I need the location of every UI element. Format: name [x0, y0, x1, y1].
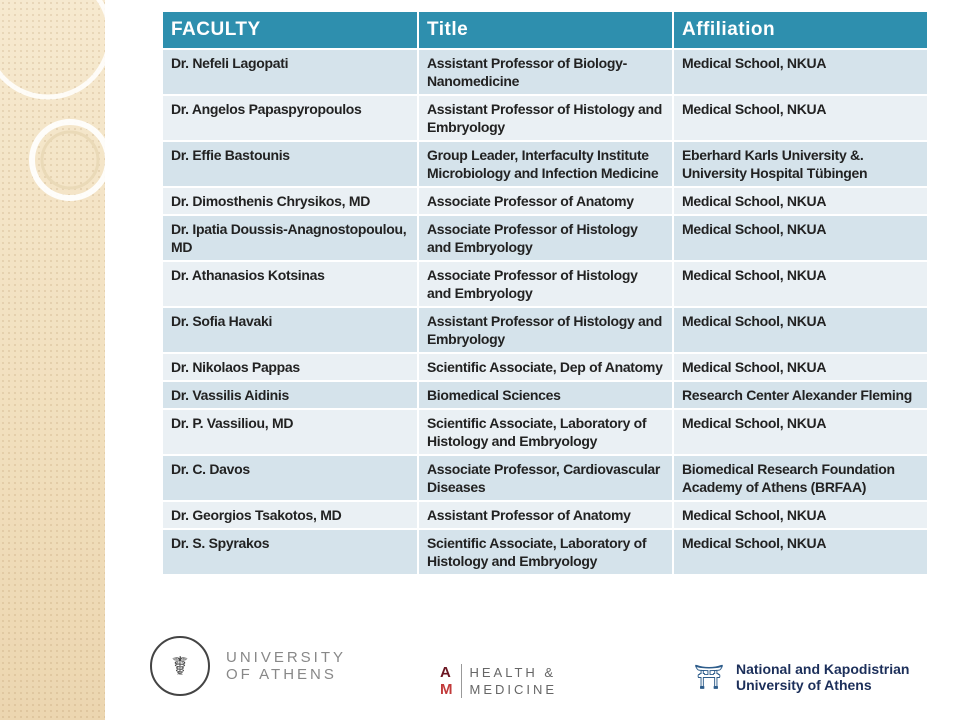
faculty-name-cell: Dr. Georgios Tsakotos, MD	[163, 501, 418, 529]
faculty-affiliation-cell: Medical School, NKUA	[673, 49, 927, 95]
faculty-name-cell: Dr. C. Davos	[163, 455, 418, 501]
table-row	[163, 95, 927, 141]
ahm-line1: HEALTH &	[469, 665, 557, 680]
health-medicine-logo	[440, 664, 557, 698]
table-row	[163, 49, 927, 95]
faculty-title-cell: Scientific Associate, Laboratory of Histology and Embryology	[418, 409, 673, 455]
faculty-affiliation-cell: Medical School, NKUA	[673, 353, 927, 381]
faculty-name-cell: Dr. Athanasios Kotsinas	[163, 261, 418, 307]
faculty-title-cell: Associate Professor of Histology and Embryology	[418, 215, 673, 261]
faculty-name-cell: Dr. Nefeli Lagopati	[163, 49, 418, 95]
faculty-title-cell: Assistant Professor of Biology-Nanomedicine	[418, 49, 673, 95]
faculty-title-cell: Assistant Professor of Anatomy	[418, 501, 673, 529]
header-affiliation: Affiliation	[673, 12, 927, 49]
faculty-name-cell: Dr. Sofia Havaki	[163, 307, 418, 353]
ahm-letter-a: A	[440, 664, 451, 681]
nkua-line2: University of Athens	[736, 677, 872, 693]
faculty-affiliation-cell: Medical School, NKUA	[673, 187, 927, 215]
faculty-title-cell: Associate Professor, Cardiovascular Diseases	[418, 455, 673, 501]
faculty-name-cell: Dr. Ipatia Doussis-Anagnostopoulou, MD	[163, 215, 418, 261]
faculty-title-cell: Group Leader, Interfaculty Institute Microbiology and Infection Medicine	[418, 141, 673, 187]
table-row	[163, 353, 927, 381]
header-title: Title	[418, 12, 673, 49]
ahm-line2: MEDICINE	[469, 682, 558, 697]
faculty-affiliation-cell: Research Center Alexander Fleming	[673, 381, 927, 409]
table-row	[163, 381, 927, 409]
nkua-emblem-icon: ⛩	[693, 663, 725, 691]
table-row	[163, 501, 927, 529]
table-row	[163, 187, 927, 215]
uoa-line2: OF ATHENS	[226, 666, 337, 683]
ahm-letter-m: M	[440, 681, 453, 698]
table-row	[163, 261, 927, 307]
faculty-name-cell: Dr. Effie Bastounis	[163, 141, 418, 187]
faculty-affiliation-cell: Medical School, NKUA	[673, 95, 927, 141]
faculty-table	[163, 12, 927, 574]
faculty-title-cell: Biomedical Sciences	[418, 381, 673, 409]
decorative-circles	[0, 0, 140, 260]
faculty-title-cell: Assistant Professor of Histology and Embryology	[418, 307, 673, 353]
nkua-line1: National and Kapodistrian	[736, 661, 910, 677]
faculty-name-cell: Dr. S. Spyrakos	[163, 529, 418, 574]
faculty-affiliation-cell: Medical School, NKUA	[673, 501, 927, 529]
faculty-name-cell: Dr. P. Vassiliou, MD	[163, 409, 418, 455]
faculty-title-cell: Associate Professor of Anatomy	[418, 187, 673, 215]
faculty-name-cell: Dr. Vassilis Aidinis	[163, 381, 418, 409]
table-row	[163, 409, 927, 455]
faculty-name-cell: Dr. Angelos Papaspyropoulos	[163, 95, 418, 141]
uoa-line1: UNIVERSITY	[226, 649, 347, 666]
faculty-affiliation-cell: Medical School, NKUA	[673, 409, 927, 455]
faculty-title-cell: Scientific Associate, Dep of Anatomy	[418, 353, 673, 381]
university-seal-icon: ☤	[150, 636, 210, 696]
nkua-logo	[692, 660, 909, 694]
table-header-row	[163, 12, 927, 49]
faculty-title-cell: Scientific Associate, Laboratory of Histology and Embryology	[418, 529, 673, 574]
faculty-title-cell: Assistant Professor of Histology and Embryology	[418, 95, 673, 141]
faculty-name-cell: Dr. Dimosthenis Chrysikos, MD	[163, 187, 418, 215]
faculty-affiliation-cell: Biomedical Research Foundation Academy of Athens (BRFAA)	[673, 455, 927, 501]
faculty-affiliation-cell: Eberhard Karls University &. University Hospital Tübingen	[673, 141, 927, 187]
university-of-athens-logo	[150, 636, 346, 696]
faculty-title-cell: Associate Professor of Histology and Embryology	[418, 261, 673, 307]
faculty-affiliation-cell: Medical School, NKUA	[673, 307, 927, 353]
faculty-affiliation-cell: Medical School, NKUA	[673, 261, 927, 307]
table-row	[163, 529, 927, 574]
table-row	[163, 307, 927, 353]
faculty-name-cell: Dr. Nikolaos Pappas	[163, 353, 418, 381]
faculty-affiliation-cell: Medical School, NKUA	[673, 215, 927, 261]
faculty-affiliation-cell: Medical School, NKUA	[673, 529, 927, 574]
table-row	[163, 141, 927, 187]
table-row	[163, 215, 927, 261]
table-row	[163, 455, 927, 501]
header-faculty: FACULTY	[163, 12, 418, 49]
